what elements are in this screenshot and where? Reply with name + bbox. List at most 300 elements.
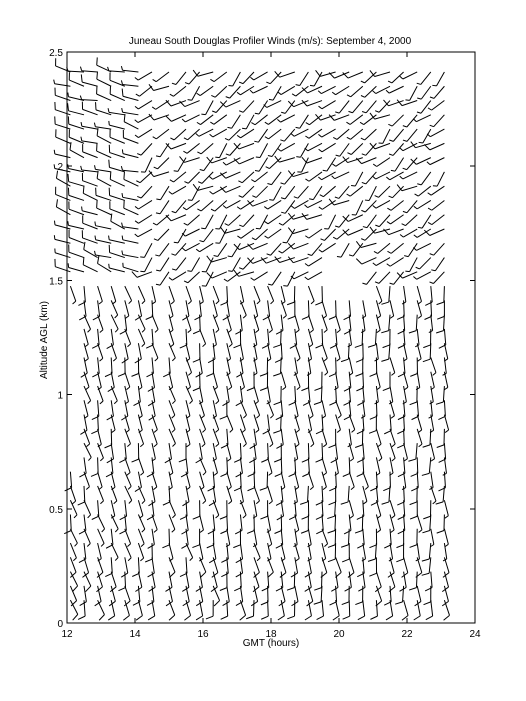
barb-staff xyxy=(214,72,227,82)
barb-half xyxy=(417,112,421,113)
barb-full xyxy=(56,199,57,207)
barb-full xyxy=(355,531,362,534)
barb-staff xyxy=(422,215,431,228)
barb-half xyxy=(373,205,376,208)
barb-staff xyxy=(239,143,254,149)
wind-barb xyxy=(78,286,85,305)
barb-half xyxy=(88,515,91,518)
barb-half xyxy=(100,358,103,361)
barb-half xyxy=(419,530,422,533)
barb-staff xyxy=(390,415,391,431)
barb-staff xyxy=(351,129,363,139)
barb-staff xyxy=(285,200,295,213)
barb-staff xyxy=(281,143,295,151)
wind-barb xyxy=(97,72,111,87)
barb-staff xyxy=(260,215,268,229)
barb-half xyxy=(349,255,353,256)
wind-barb xyxy=(132,272,152,278)
barb-staff xyxy=(213,400,216,416)
barb-full xyxy=(341,359,348,361)
barb-half xyxy=(122,223,123,227)
wind-barb xyxy=(106,529,113,548)
barb-full xyxy=(342,602,349,605)
barb-full xyxy=(370,416,377,419)
wind-barb xyxy=(305,129,322,138)
wind-barb xyxy=(390,272,404,285)
wind-barb xyxy=(65,472,72,491)
wind-barb xyxy=(156,186,169,200)
barb-half xyxy=(200,530,203,532)
wind-barb xyxy=(423,429,431,447)
barb-staff xyxy=(55,225,70,229)
barb-half xyxy=(237,92,240,95)
barb-half xyxy=(184,281,188,283)
barb-half xyxy=(428,193,431,195)
wind-barb xyxy=(92,329,99,348)
barb-full xyxy=(145,559,152,562)
barb-staff xyxy=(200,86,213,95)
barb-full xyxy=(411,473,418,476)
barb-half xyxy=(172,429,175,432)
barb-staff xyxy=(420,258,431,269)
barb-half xyxy=(267,254,271,255)
barb-staff xyxy=(172,272,186,280)
barb-staff xyxy=(240,443,241,459)
barb-half xyxy=(417,83,421,84)
barb-half xyxy=(414,235,417,238)
barb-full xyxy=(132,573,139,576)
barb-staff xyxy=(240,86,254,95)
barb-half xyxy=(352,430,355,433)
wind-barb xyxy=(54,150,70,158)
barb-full xyxy=(73,614,78,620)
wind-barb xyxy=(363,215,377,228)
barb-half xyxy=(170,180,174,182)
barb-staff xyxy=(417,200,431,208)
wind-barb xyxy=(186,286,191,304)
barb-half xyxy=(404,256,408,257)
wind-barb xyxy=(316,70,336,76)
barb-half xyxy=(216,401,219,404)
barb-staff xyxy=(376,343,378,359)
wind-barb xyxy=(64,515,71,534)
barb-half xyxy=(225,224,229,226)
barb-full xyxy=(193,388,200,391)
barb-full xyxy=(91,431,98,434)
wind-barb xyxy=(121,80,138,86)
barb-half xyxy=(75,543,78,546)
barb-half xyxy=(153,487,156,490)
barb-staff xyxy=(156,72,169,82)
barb-staff xyxy=(243,215,254,227)
barb-half xyxy=(335,226,339,227)
barb-staff xyxy=(417,329,419,345)
barb-half xyxy=(100,458,103,461)
barb-staff xyxy=(83,193,97,200)
barb-staff xyxy=(416,115,430,122)
barb-half xyxy=(239,82,243,84)
barb-half xyxy=(363,501,366,504)
barb-staff xyxy=(322,457,327,472)
barb-full xyxy=(328,559,335,562)
barb-staff xyxy=(334,115,349,121)
barb-staff xyxy=(98,457,99,473)
barb-half xyxy=(403,168,407,169)
wind-barb xyxy=(422,457,431,475)
barb-half xyxy=(154,530,157,533)
barb-half xyxy=(88,457,91,460)
barb-half xyxy=(172,83,176,84)
barb-half xyxy=(108,108,109,112)
barb-full xyxy=(358,616,365,620)
wind-barb xyxy=(316,443,323,462)
wind-barb xyxy=(83,257,97,272)
barb-half xyxy=(128,558,131,561)
y-tick-label: 2 xyxy=(57,162,63,174)
wind-barb xyxy=(136,86,152,96)
barb-staff xyxy=(390,357,395,372)
wind-barb xyxy=(186,386,193,404)
barb-half xyxy=(361,138,365,140)
barb-half xyxy=(265,236,269,238)
barb-staff xyxy=(268,457,272,472)
wind-barb xyxy=(201,215,213,229)
barb-full xyxy=(181,530,188,534)
wind-barb xyxy=(179,443,186,462)
wind-barb xyxy=(188,186,200,200)
barb-staff xyxy=(268,229,281,238)
barb-full xyxy=(180,156,185,162)
barb-full xyxy=(369,573,376,576)
barb-full xyxy=(261,459,268,462)
wind-barb xyxy=(152,343,158,361)
barb-full xyxy=(208,359,215,363)
wind-barb xyxy=(402,600,408,620)
wind-barb xyxy=(215,229,226,243)
barb-full xyxy=(105,573,112,576)
wind-barb xyxy=(436,386,444,404)
barb-full xyxy=(206,616,213,619)
barb-staff xyxy=(82,71,98,72)
barb-full xyxy=(268,572,274,577)
barb-full xyxy=(223,602,230,606)
barb-half xyxy=(392,444,395,447)
barb-full xyxy=(220,416,227,419)
wind-barb xyxy=(208,515,215,534)
barb-half xyxy=(323,473,326,476)
barb-staff xyxy=(253,243,268,249)
wind-barb xyxy=(288,243,308,249)
barb-half xyxy=(228,85,232,86)
barb-full xyxy=(277,516,284,520)
barb-full xyxy=(110,587,116,592)
barb-half xyxy=(225,138,229,140)
barb-staff xyxy=(259,158,267,172)
barb-staff xyxy=(243,101,254,113)
barb-full xyxy=(121,416,128,420)
wind-barb xyxy=(387,215,404,224)
barb-staff xyxy=(98,472,103,487)
barb-half xyxy=(109,121,110,125)
barb-staff xyxy=(69,268,84,272)
wind-barb xyxy=(183,200,200,209)
barb-staff xyxy=(392,115,403,126)
wind-barb xyxy=(69,244,84,257)
barb-staff xyxy=(55,253,70,258)
barb-staff xyxy=(267,101,281,108)
wind-barb xyxy=(220,500,227,519)
barb-staff xyxy=(184,158,199,163)
barb-staff xyxy=(435,258,444,271)
barb-staff xyxy=(98,600,105,614)
wind-barb xyxy=(345,572,352,592)
barb-full xyxy=(273,345,280,348)
wind-barb xyxy=(289,386,296,405)
wind-barb xyxy=(239,215,254,227)
barb-full xyxy=(247,531,254,534)
barb-full xyxy=(288,171,293,177)
barb-staff xyxy=(189,72,200,84)
barb-full xyxy=(287,588,294,591)
wind-barb xyxy=(226,143,241,155)
barb-full xyxy=(314,388,321,391)
barb-full xyxy=(78,502,85,505)
wind-barb xyxy=(370,472,377,491)
wind-barb xyxy=(253,572,259,592)
wind-barb xyxy=(196,243,213,251)
wind-barb xyxy=(260,472,268,491)
wind-barb xyxy=(267,172,281,185)
barb-staff xyxy=(322,243,335,252)
barb-staff xyxy=(268,286,274,301)
x-axis-label: GMT (hours) xyxy=(242,638,300,649)
barb-full xyxy=(301,388,308,391)
barb-full xyxy=(196,373,203,377)
wind-barb xyxy=(141,158,152,172)
wind-barb xyxy=(428,101,444,111)
wind-barb xyxy=(417,172,431,185)
barb-full xyxy=(118,588,125,591)
barb-full xyxy=(410,502,417,505)
barb-staff xyxy=(324,229,335,240)
barb-staff xyxy=(125,443,127,459)
barb-full xyxy=(236,573,243,577)
wind-barb xyxy=(249,443,256,463)
wind-barb xyxy=(344,300,351,319)
barb-staff xyxy=(98,286,103,301)
barb-full xyxy=(330,345,337,348)
wind-barb xyxy=(135,200,152,209)
barb-staff xyxy=(97,79,111,86)
barb-full xyxy=(166,215,171,221)
wind-barb xyxy=(132,443,139,462)
wind-barb xyxy=(111,486,117,504)
wind-barb xyxy=(402,557,408,577)
barb-half xyxy=(154,239,158,241)
barb-half xyxy=(216,330,219,333)
wind-barb xyxy=(261,443,268,462)
barb-half xyxy=(389,140,393,141)
barb-staff xyxy=(335,515,336,531)
barb-half xyxy=(95,221,96,225)
barb-staff xyxy=(214,115,227,125)
wind-barb xyxy=(335,186,349,198)
barb-half xyxy=(250,77,253,80)
barb-staff xyxy=(281,429,283,445)
barb-staff xyxy=(124,122,138,129)
barb-full xyxy=(98,256,99,264)
barb-staff xyxy=(379,186,390,197)
barb-staff xyxy=(365,86,377,97)
barb-staff xyxy=(443,386,444,402)
barb-staff xyxy=(268,572,269,588)
barb-staff xyxy=(186,557,187,573)
barb-staff xyxy=(186,300,189,316)
barb-half xyxy=(122,193,123,197)
wind-barb xyxy=(135,72,152,80)
barb-half xyxy=(241,387,244,389)
barb-staff xyxy=(111,557,112,573)
wind-barb xyxy=(196,600,203,620)
wind-barb xyxy=(405,86,417,100)
barb-full xyxy=(315,302,322,305)
barb-staff xyxy=(295,315,299,330)
barb-staff xyxy=(187,215,199,225)
barb-staff xyxy=(227,286,228,302)
barb-half xyxy=(85,416,88,418)
wind-barb xyxy=(263,415,270,435)
barb-half xyxy=(187,271,191,272)
barb-full xyxy=(382,502,389,504)
barb-full xyxy=(136,616,142,621)
barb-half xyxy=(140,473,143,476)
wind-barb xyxy=(186,357,192,375)
barb-full xyxy=(162,545,169,548)
barb-full xyxy=(331,587,338,591)
barb-staff xyxy=(410,258,418,272)
barb-staff xyxy=(138,200,152,209)
barb-full xyxy=(348,573,354,578)
wind-barb xyxy=(416,258,431,269)
barb-half xyxy=(361,239,365,241)
barb-half xyxy=(155,358,158,361)
wind-barb xyxy=(140,243,152,257)
barb-half xyxy=(223,162,226,165)
wind-barb xyxy=(361,129,377,140)
wind-barb xyxy=(122,149,138,157)
barb-staff xyxy=(213,429,219,444)
barb-staff xyxy=(70,600,77,614)
wind-barb xyxy=(437,515,445,534)
barb-staff xyxy=(390,529,391,545)
barb-half xyxy=(268,284,272,285)
barb-staff xyxy=(232,115,241,128)
wind-barb xyxy=(355,329,363,347)
barb-half xyxy=(309,199,313,200)
barb-half xyxy=(211,95,215,97)
barb-full xyxy=(410,402,417,405)
barb-half xyxy=(137,196,141,198)
barb-staff xyxy=(349,500,353,515)
barb-staff xyxy=(213,443,216,459)
wind-barb xyxy=(432,72,444,86)
barb-full xyxy=(235,331,242,335)
barb-staff xyxy=(281,529,282,545)
barb-full xyxy=(233,345,240,348)
barb-half xyxy=(386,177,389,180)
barb-staff xyxy=(82,141,98,144)
barb-half xyxy=(54,235,55,239)
barb-half xyxy=(137,154,141,156)
wind-barb xyxy=(247,372,254,391)
wind-barb xyxy=(80,586,87,606)
wind-barb xyxy=(91,457,98,476)
barb-staff xyxy=(145,258,152,272)
barb-staff xyxy=(111,286,116,301)
barb-staff xyxy=(111,329,113,345)
barb-half xyxy=(121,66,122,70)
wind-barb xyxy=(225,215,241,226)
barb-half xyxy=(203,344,206,347)
barb-full xyxy=(397,502,404,505)
wind-barb xyxy=(389,186,404,198)
barb-staff xyxy=(281,343,282,359)
barb-full xyxy=(328,530,335,533)
barb-full xyxy=(327,516,334,518)
wind-barb xyxy=(355,586,362,605)
barb-half xyxy=(319,149,322,152)
barb-full xyxy=(148,388,155,392)
barb-half xyxy=(127,344,130,347)
barb-staff xyxy=(320,72,335,76)
barb-half xyxy=(269,501,272,504)
barb-half xyxy=(228,387,231,390)
wind-barb xyxy=(183,143,199,153)
barb-half xyxy=(127,544,130,547)
barb-staff xyxy=(138,286,145,301)
barb-half xyxy=(400,76,403,79)
barb-half xyxy=(323,170,327,171)
wind-barb xyxy=(146,329,153,348)
barb-staff xyxy=(98,357,100,373)
barb-half xyxy=(115,329,118,332)
wind-barb xyxy=(255,101,268,114)
barb-staff xyxy=(215,86,227,97)
barb-staff xyxy=(152,357,153,373)
barb-staff xyxy=(429,557,431,573)
wind-barb xyxy=(147,357,154,376)
barb-half xyxy=(269,473,272,476)
barb-half xyxy=(430,97,434,98)
barb-staff xyxy=(138,372,142,388)
barb-half xyxy=(361,210,365,212)
barb-staff xyxy=(256,186,267,197)
barb-full xyxy=(437,316,444,319)
barb-full xyxy=(234,588,241,591)
wind-barb xyxy=(368,329,376,347)
barb-half xyxy=(350,516,353,519)
barb-staff xyxy=(200,515,204,531)
barb-staff xyxy=(138,229,152,237)
wind-barb xyxy=(84,572,91,592)
wind-barb xyxy=(336,143,350,156)
barb-full xyxy=(105,373,112,376)
barb-staff xyxy=(302,158,309,172)
barb-staff xyxy=(313,186,322,199)
barb-staff xyxy=(246,115,254,129)
barb-staff xyxy=(444,500,448,516)
barb-half xyxy=(112,430,115,432)
